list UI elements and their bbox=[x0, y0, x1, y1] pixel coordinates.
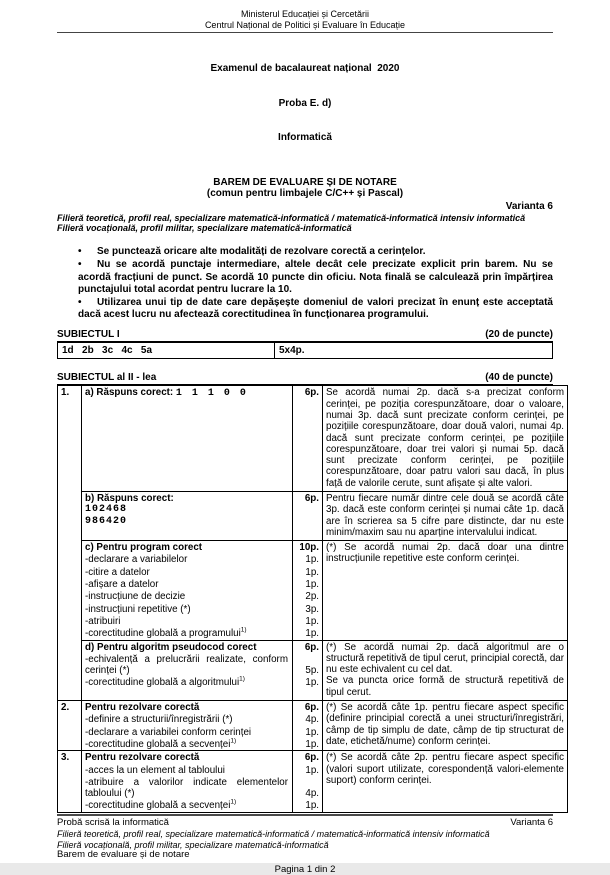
note-paragraph: (*) Se acordă numai 2p. dacă doar una dintre instrucțiunile repetitive este conform cerinței. bbox=[326, 542, 564, 565]
points-cell bbox=[292, 492, 322, 504]
general-notes bbox=[57, 246, 553, 321]
points-divider bbox=[292, 641, 293, 700]
footer-row bbox=[57, 818, 553, 829]
criteria-cell bbox=[82, 386, 323, 492]
criteria-text bbox=[82, 627, 292, 639]
criteria-label: a) Răspuns corect: bbox=[85, 387, 176, 399]
criteria-cell bbox=[82, 541, 323, 640]
points-cell bbox=[292, 764, 322, 776]
points-cell bbox=[292, 541, 322, 553]
criteria-text: -definire a structurii/înregistrării (*) bbox=[85, 714, 233, 726]
criteria-item bbox=[82, 590, 322, 602]
barem-title: BAREM DE EVALUARE ȘI DE NOTARE bbox=[213, 176, 397, 188]
variant-label: Varianta 6 bbox=[505, 200, 553, 212]
criteria-item bbox=[82, 764, 322, 776]
bullet-icon: • bbox=[78, 246, 82, 258]
criteria-cell bbox=[82, 701, 323, 751]
points-value: 1p. bbox=[305, 726, 319, 738]
note-paragraph: Se acordă numai 2p. dacă s-a precizat conform cerinței, pe poziția corespunzătoare, doar o valoare, numai 3p. dacă sunt precizate conform cerinței, pe pozițiile corespunzătoare, doar două valori, numai 4p. dacă sunt precizate conform cerinței, pe pozițiile corespunzătoare, doar trei valori și numai 5p. dacă sunt precizate conform cerinței, pe pozițiile corespunzătoare, doar patru valori sau dacă, în plus față de valorile cerute, sunt afișate și alte valori. bbox=[326, 387, 564, 489]
criteria-text bbox=[82, 676, 292, 688]
exam-title: Examenul de bacalaureat național 2020 bbox=[210, 63, 400, 74]
note-item bbox=[78, 246, 553, 258]
criteria-cell bbox=[82, 640, 323, 700]
footer-subject: Probă scrisă la informatică bbox=[57, 817, 169, 828]
points-cell bbox=[292, 726, 322, 738]
filiera-line-2: Filieră vocațională, profil militar, specializare matematică-informatică bbox=[57, 223, 352, 234]
note-text: Utilizarea unui tip de date care depășește domeniul de valori precizat în enunț este acceptată dacă acest lucru nu afectează corectitudinea în funcționarea programului. bbox=[78, 296, 553, 321]
note-item bbox=[78, 259, 553, 296]
table-row bbox=[58, 701, 568, 751]
criteria-text bbox=[82, 641, 292, 653]
note-text: Se punctează oricare alte modalități de rezolvare corectă a cerințelor. bbox=[97, 246, 426, 258]
criteria-text bbox=[82, 386, 292, 399]
criteria-item bbox=[82, 726, 322, 738]
points-value: 1p. bbox=[305, 579, 319, 591]
note-paragraph: Pentru fiecare număr dintre cele două se acordă câte 3p. dacă este conform cerinței și numai câte 1p. dacă are în scrierea sa 5 cifre pare distincte, dar nu este minim/maxim sau nu aparține intervalului indicat. bbox=[326, 492, 564, 538]
criteria-label: b) Răspuns corect: bbox=[85, 492, 174, 504]
row-number-text: 2. bbox=[61, 702, 70, 714]
points-cell bbox=[292, 776, 322, 800]
criteria-item bbox=[82, 751, 322, 763]
answers-cell: 1d 2b 3c 4c 5a bbox=[58, 343, 275, 359]
note-paragraph: (*) Se acordă câte 2p. pentru fiecare aspect specific (valori suport utilizate, corespondență valori-elemente suport) conform cerinței. bbox=[326, 752, 564, 786]
points-value: 6p. bbox=[304, 752, 319, 764]
note-text: Nu se acordă punctaje intermediare, altele decât cele precizate explicit prin barem. Nu se acordă fracțiuni de punct. Se acordă 10 puncte din oficiu. Nota finală se calculează prin împărțirea punctajului total acordat pentru lucrare la 10. bbox=[78, 259, 553, 295]
points-value: 1p. bbox=[305, 628, 319, 640]
criteria-item bbox=[82, 603, 322, 615]
points-cell bbox=[292, 713, 322, 725]
points-cell bbox=[292, 386, 322, 399]
criteria-text: -instrucțiuni repetitive (*) bbox=[85, 603, 191, 615]
points-value: 1p. bbox=[305, 764, 319, 776]
criteria-item bbox=[82, 615, 322, 627]
points-cell bbox=[292, 641, 322, 653]
criteria-item bbox=[82, 701, 322, 713]
points-cell bbox=[292, 590, 322, 602]
criteria-item bbox=[82, 566, 322, 578]
bullet-icon: • bbox=[78, 259, 82, 271]
criteria-item bbox=[82, 492, 322, 504]
criteria-label: -corectitudine globală a programului bbox=[85, 628, 241, 640]
criteria-item bbox=[82, 578, 322, 590]
points-value: 4p. bbox=[305, 714, 319, 726]
criteria-item bbox=[82, 713, 322, 725]
points-value: 6p. bbox=[304, 492, 319, 504]
table-row bbox=[58, 541, 568, 640]
section-1-points: (20 de puncte) bbox=[485, 329, 553, 341]
note-item bbox=[78, 297, 553, 321]
criteria-label: -corectitudine globală a algoritmului bbox=[85, 677, 240, 689]
section-1-table bbox=[57, 342, 553, 359]
criteria-item bbox=[82, 553, 322, 565]
criteria-text bbox=[82, 751, 292, 763]
points-divider bbox=[292, 386, 293, 491]
bullet-icon: • bbox=[78, 296, 82, 308]
points-value: 5p. bbox=[305, 665, 319, 677]
note-paragraph: (*) Se acordă câte 1p. pentru fiecare aspect specific (definire principial corectă a unei structuri/înregistrări, câmp de tip simplu de date, câmp de tip structurat de date, etichetă/nume) conform cerinței. bbox=[326, 702, 564, 747]
answer-code: 102468 bbox=[85, 504, 128, 516]
section-1-heading bbox=[57, 329, 553, 342]
row-number bbox=[58, 701, 82, 751]
criteria-label: -corectitudine globală a secvenței bbox=[85, 800, 231, 812]
criteria-text: -acces la un element al tabloului bbox=[85, 764, 225, 776]
footer-divider bbox=[57, 814, 553, 816]
criteria-text: -citire a datelor bbox=[85, 566, 150, 578]
criteria-item bbox=[82, 676, 322, 688]
criteria-label: c) Pentru program corect bbox=[85, 542, 203, 554]
points-divider bbox=[292, 492, 293, 540]
footnote-marker: 1) bbox=[239, 676, 245, 684]
section-2-heading bbox=[57, 372, 553, 385]
points-value: 4p. bbox=[305, 788, 319, 800]
criteria-text: -atribuiri bbox=[85, 615, 121, 627]
criteria-item bbox=[82, 386, 322, 399]
note-cell bbox=[323, 640, 568, 700]
criteria-item bbox=[82, 541, 322, 553]
points-cell bbox=[292, 566, 322, 578]
section-2-title: SUBIECTUL al II - lea bbox=[57, 372, 157, 384]
scoring-cell: 5x4p. bbox=[275, 343, 553, 359]
footer-filiera-2: Filieră vocațională, profil militar, specializare matematică-informatică bbox=[57, 839, 329, 850]
row-number bbox=[58, 751, 82, 812]
exam-title-block bbox=[57, 40, 553, 167]
points-value: 6p. bbox=[304, 641, 319, 653]
criteria-text: -declarare a variabilei conform cerinței bbox=[85, 726, 252, 738]
criteria-text bbox=[82, 541, 292, 553]
section-2-points: (40 de puncte) bbox=[485, 372, 553, 384]
points-value: 1p. bbox=[305, 615, 319, 627]
points-cell bbox=[292, 627, 322, 639]
points-cell bbox=[292, 799, 322, 811]
criteria-item bbox=[82, 627, 322, 639]
criteria-item bbox=[82, 738, 322, 750]
footnote-marker: 1) bbox=[240, 626, 247, 634]
row-number bbox=[58, 386, 82, 701]
points-value: 3p. bbox=[305, 603, 319, 615]
footer-doc-type: Barem de evaluare și de notare bbox=[57, 849, 190, 861]
criteria-text bbox=[82, 799, 292, 811]
criteria-label: Pentru rezolvare corectă bbox=[85, 752, 200, 764]
page-number: Pagina 1 din 2 bbox=[274, 864, 336, 875]
footnote-marker: 1) bbox=[230, 737, 237, 745]
exam-proba: Proba E. d) bbox=[278, 97, 332, 109]
table-row bbox=[58, 640, 568, 700]
ministry-header bbox=[57, 9, 553, 30]
points-value: 2p. bbox=[305, 591, 319, 603]
points-value: 1p. bbox=[305, 554, 319, 566]
filiera-line-1: Filieră teoretică, profil real, specializare matematică-informatică / matematică-informatică intensiv informatică bbox=[57, 212, 526, 223]
criteria-text bbox=[82, 701, 292, 713]
points-value: 1p. bbox=[305, 566, 319, 578]
exam-subject: Informatică bbox=[278, 132, 332, 143]
criteria-label: Pentru rezolvare corectă bbox=[85, 702, 200, 714]
criteria-text: -declarare a variabilelor bbox=[85, 554, 188, 566]
criteria-cell bbox=[82, 751, 323, 812]
points-cell bbox=[292, 738, 322, 750]
points-cell bbox=[292, 653, 322, 677]
criteria-text bbox=[82, 738, 292, 750]
answer-code: 986420 bbox=[85, 515, 128, 527]
footer-variant: Varianta 6 bbox=[510, 817, 553, 828]
points-cell bbox=[292, 603, 322, 615]
note-paragraph: Se va puncta orice formă de structură repetitivă de tipul cerut. bbox=[326, 675, 564, 698]
section-1-title: SUBIECTUL I bbox=[57, 329, 120, 341]
note-cell bbox=[323, 751, 568, 812]
row-number-text: 1. bbox=[61, 387, 70, 399]
criteria-label: -corectitudine globală a secvenței bbox=[85, 738, 231, 750]
note-cell bbox=[323, 701, 568, 751]
section-2-table bbox=[57, 385, 568, 812]
points-divider bbox=[292, 701, 293, 750]
criteria-text: -atribuire a valorilor indicate elementelor tabloului (*) bbox=[85, 776, 288, 800]
points-cell bbox=[292, 676, 322, 688]
table-row bbox=[58, 751, 568, 812]
points-cell bbox=[292, 701, 322, 713]
note-cell bbox=[323, 491, 568, 540]
table-row bbox=[58, 491, 568, 540]
points-value: 6p. bbox=[304, 702, 319, 714]
points-value: 1p. bbox=[305, 800, 319, 812]
barem-title-block bbox=[57, 177, 553, 200]
barem-subtitle: (comun pentru limbajele C/C++ și Pascal) bbox=[206, 188, 404, 199]
criteria-cell bbox=[82, 491, 323, 540]
criteria-text: -afișare a datelor bbox=[85, 579, 159, 591]
note-cell bbox=[323, 386, 568, 492]
points-value: 6p. bbox=[304, 387, 319, 399]
note-cell bbox=[323, 541, 568, 640]
note-paragraph: (*) Se acordă numai 2p. dacă algoritmul are o structură repetitivă de tipul cerut, principial corectă, dar nu este echivalent cu cel dat. bbox=[326, 641, 564, 676]
points-divider bbox=[292, 751, 293, 811]
ministry-line-1: Ministerul Educației și Cercetării bbox=[240, 9, 370, 19]
points-cell bbox=[292, 553, 322, 565]
criteria-label: d) Pentru algoritm pseudocod corect bbox=[85, 641, 257, 653]
footer-filiera-1: Filieră teoretică, profil real, specializare matematică-informatică / matematică-informatică intensiv informatică bbox=[57, 828, 490, 839]
criteria-item bbox=[82, 799, 322, 811]
points-cell bbox=[292, 615, 322, 627]
criteria-text bbox=[82, 492, 292, 504]
table-row bbox=[58, 386, 568, 492]
points-value: 1p. bbox=[305, 677, 319, 689]
criteria-item bbox=[82, 653, 322, 677]
points-value: 10p. bbox=[299, 542, 319, 554]
criteria-item bbox=[82, 776, 322, 800]
page-footer bbox=[57, 814, 553, 875]
criteria-item bbox=[82, 641, 322, 653]
points-cell bbox=[292, 751, 322, 763]
footnote-marker: 1) bbox=[230, 799, 237, 807]
row-number-text: 3. bbox=[61, 752, 70, 764]
ministry-line-2: Centrul Național de Politici și Evaluare în Educație bbox=[204, 19, 406, 30]
criteria-text: -echivalență a prelucrării realizate, conform cerinței (*) bbox=[85, 653, 288, 677]
points-cell bbox=[292, 578, 322, 590]
header-divider bbox=[57, 32, 553, 33]
points-value: 1p. bbox=[305, 738, 319, 750]
points-divider bbox=[292, 541, 293, 639]
answer-code: 1 1 1 0 0 bbox=[175, 388, 248, 400]
table-row bbox=[58, 343, 553, 359]
criteria-text: -instrucțiune de decizie bbox=[85, 591, 186, 603]
